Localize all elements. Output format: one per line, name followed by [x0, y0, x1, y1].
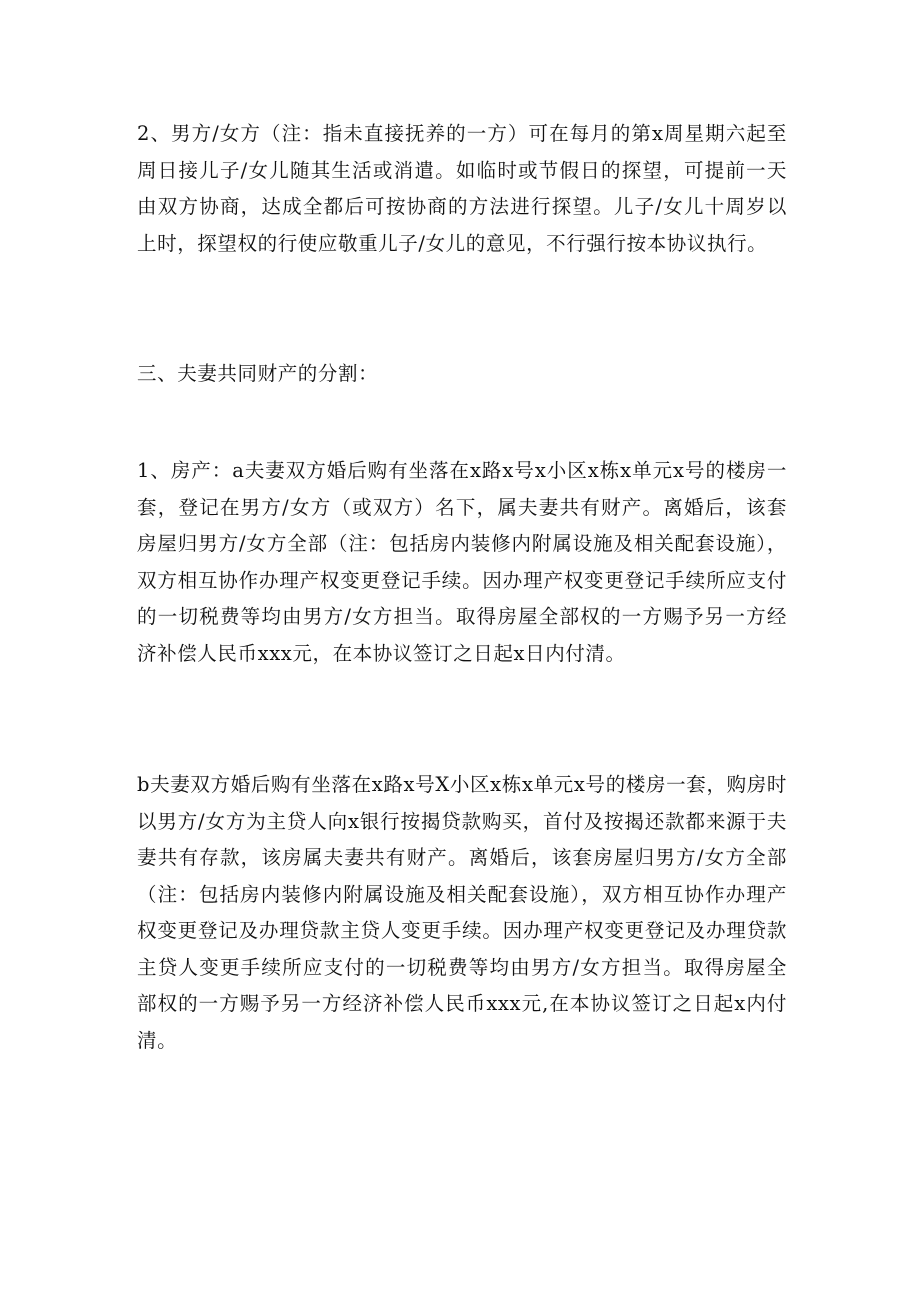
paragraph-property-b: b夫妻双方婚后购有坐落在x路x号X小区x栋x单元x号的楼房一套，购房时以男方/女方为主贷人向x银行按揭贷款购买，首付及按揭还款都来源于夫妻共有存款，该房属夫妻共有财产。离婚后，该套房屋归男方/女方全部（注：包括房内装修内附属设施及相关配套设施），双方相互协作办理产权变更登记及办理贷款主贷人变更手续。因办理产权变更登记及办理贷款主贷人变更手续所应支付的一切税费等均由男方/女方担当。取得房屋全部权的一方赐予另一方经济补偿人民币xxx元,在本协议签订之日起x内付清。 — [137, 773, 787, 1052]
paragraph-property-a: 1、房产：a夫妻双方婚后购有坐落在x路x号x小区x栋x单元x号的楼房一套，登记在男方/女方（或双方）名下，属夫妻共有财产。离婚后，该套房屋归男方/女方全部（注：包括房内装修内附属设施及相关配套设施），双方相互协作办理产权变更登记手续。因办理产权变更登记手续所应支付的一切税费等均由男方/女方担当。取得房屋全部权的一方赐予另一方经济补偿人民币xxx元，在本协议签订之日起x日内付清。 — [137, 459, 787, 665]
paragraph-visitation-rights: 2、男方/女方（注：指未直接抚养的一方）可在每月的第x周星期六起至周日接儿子/女儿随其生活或消遣。如临时或节假日的探望，可提前一天由双方协商，达成全都后可按协商的方法进行探望。儿子/女儿十周岁以上时，探望权的行使应敬重儿子/女儿的意见，不行强行按本协议执行。 — [137, 122, 787, 255]
section-heading-property-division: 三、夫妻共同财产的分割： — [137, 362, 379, 385]
